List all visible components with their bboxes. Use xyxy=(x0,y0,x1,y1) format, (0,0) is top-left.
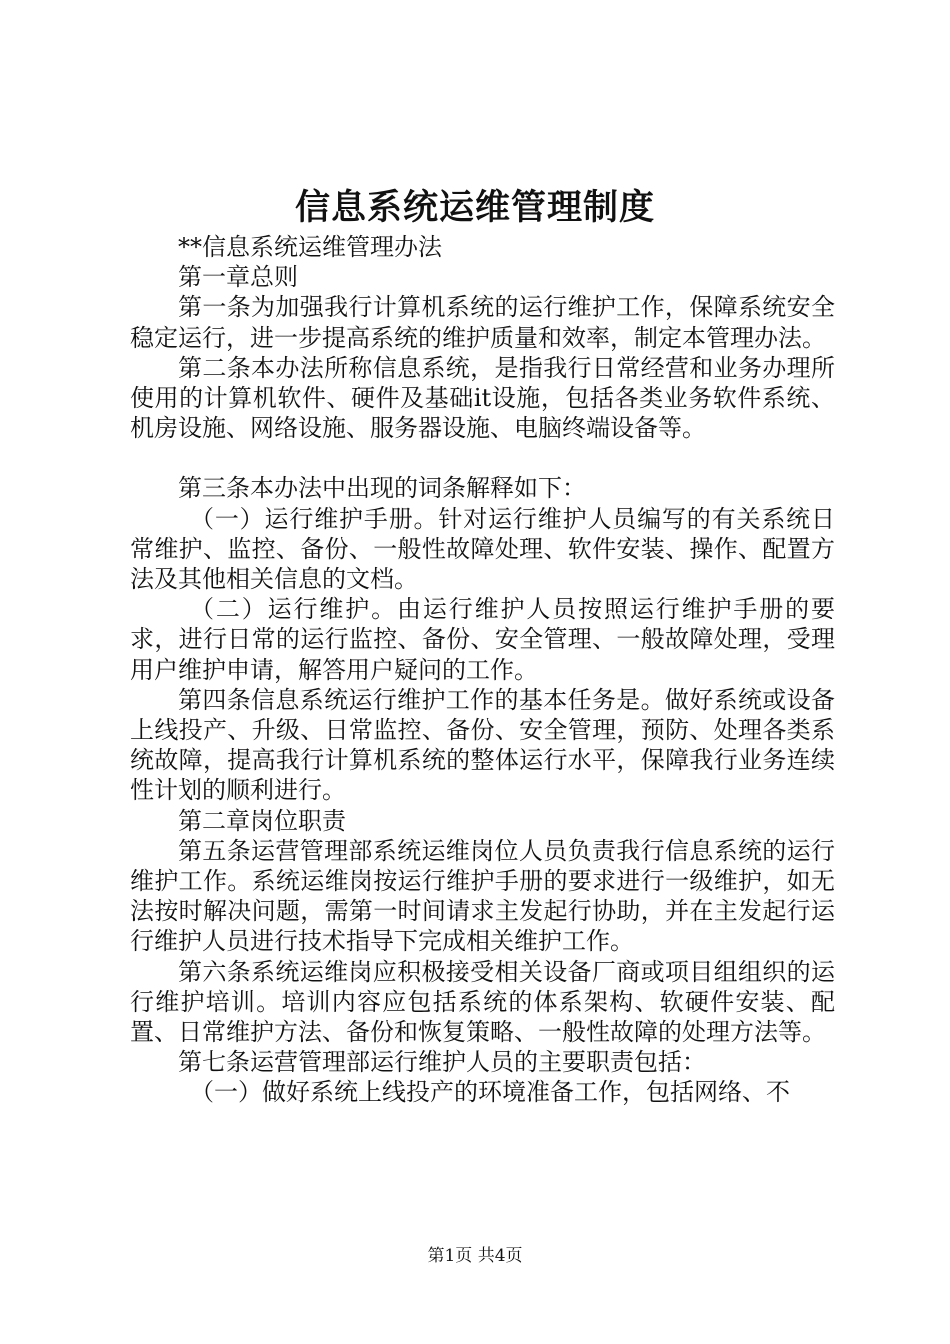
article-paragraph: 第六条系统运维岗应积极接受相关设备厂商或项目组组织的运行维护培训。培训内容应包括系统的体系架构、软硬件安装、配置、日常维护方法、备份和恢复策略、一般性故障的处理方法等。 xyxy=(130,957,835,1047)
clause-paragraph: （一）做好系统上线投产的环境准备工作，包括网络、不 xyxy=(190,1078,790,1107)
clause-paragraph: （一）运行维护手册。针对运行维护人员编写的有关系统日常维护、监控、备份、一般性故障处理、软件安装、操作、配置方法及其他相关信息的文档。 xyxy=(130,504,835,594)
article-paragraph: 第五条运营管理部系统运维岗位人员负责我行信息系统的运行维护工作。系统运维岗按运行维护手册的要求进行一级维护，如无法按时解决问题，需第一时间请求主发起行协助，并在主发起行运行维护人员进行技术指导下完成相关维护工作。 xyxy=(130,836,835,956)
article-paragraph: 第四条信息系统运行维护工作的基本任务是。做好系统或设备上线投产、升级、日常监控、备份、安全管理，预防、处理各类系统故障，提高我行计算机系统的整体运行水平，保障我行业务连续性计划的顺利进行。 xyxy=(130,685,835,805)
document-title: 信息系统运维管理制度 xyxy=(294,187,655,228)
chapter-heading: 第一章总则 xyxy=(178,263,298,292)
article-paragraph: 第三条本办法中出现的词条解释如下： xyxy=(178,474,586,503)
article-paragraph: 第七条运营管理部运行维护人员的主要职责包括： xyxy=(178,1048,706,1077)
paragraph-heading: **信息系统运维管理办法 xyxy=(178,233,442,261)
document-body xyxy=(130,232,835,1108)
article-paragraph: 第一条为加强我行计算机系统的运行维护工作，保障系统安全稳定运行，进一步提高系统的维护质量和效率，制定本管理办法。 xyxy=(130,293,835,352)
article-paragraph: 第二条本办法所称信息系统，是指我行日常经营和业务办理所使用的计算机软件、硬件及基础it设施，包括各类业务软件系统、机房设施、网络设施、服务器设施、电脑终端设备等。 xyxy=(130,353,835,443)
chapter-heading: 第二章岗位职责 xyxy=(178,806,346,835)
clause-paragraph: （二）运行维护。由运行维护人员按照运行维护手册的要求，进行日常的运行监控、备份、安全管理、一般故障处理，受理用户维护申请，解答用户疑问的工作。 xyxy=(130,595,835,684)
page-number-footer: 第1页 共4页 xyxy=(427,1246,523,1266)
